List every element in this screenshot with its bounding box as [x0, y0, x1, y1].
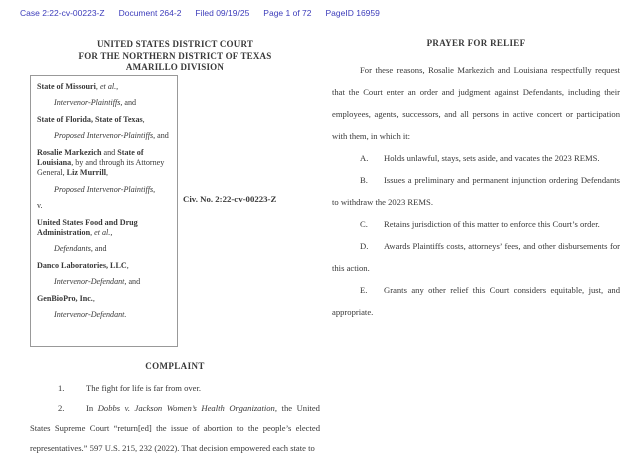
- text-segment: , and: [124, 277, 141, 287]
- text-segment: Defendants: [54, 244, 91, 254]
- text-segment: Intervenor-Defendant.: [54, 310, 127, 320]
- relief-item-text: Holds unlawful, stays, sets aside, and vacates the 2023 REMS.: [384, 153, 600, 163]
- paragraph-number: 2.: [58, 403, 65, 413]
- complaint-body: [30, 378, 320, 458]
- relief-item-letter: C.: [360, 219, 368, 229]
- complaint-paragraph: [30, 378, 320, 398]
- party-line: [54, 244, 175, 254]
- court-heading-line: UNITED STATES DISTRICT COURT: [96, 39, 254, 49]
- relief-item: [332, 279, 620, 323]
- text-segment: et al.: [94, 228, 111, 238]
- paragraph-number: 1.: [58, 383, 65, 393]
- relief-item-letter: B.: [360, 175, 368, 185]
- text-segment: Intervenor-Plaintiffs: [54, 98, 121, 108]
- text-segment: State of Florida, State of Texas: [37, 114, 143, 124]
- relief-item-text: Retains jurisdiction of this matter to enforce this Court’s order.: [384, 219, 600, 229]
- stamp-page-id: PageID 16959: [325, 8, 380, 18]
- text-segment: ,: [90, 228, 95, 238]
- stamp-filed-date: Filed 09/19/25: [195, 8, 250, 18]
- text-segment: Rosalie Markezich: [37, 147, 102, 157]
- stamp-page-number: Page 1 of 72: [263, 8, 312, 18]
- relief-item-text: Awards Plaintiffs costs, attorneys’ fees, and other disbursements for this action.: [332, 241, 620, 273]
- party-line: [37, 294, 175, 304]
- complaint-paragraph: [30, 398, 320, 458]
- text-segment: ,: [110, 228, 113, 238]
- pacer-stamp: [20, 8, 380, 18]
- text-segment: United States Food and Drug Administration: [37, 217, 138, 238]
- relief-item-letter: D.: [360, 241, 369, 251]
- relief-item-letter: E.: [360, 285, 368, 295]
- party-line: [54, 98, 175, 108]
- party-line: [37, 82, 175, 92]
- party-line: [37, 218, 175, 239]
- text-segment: Dobbs v. Jackson Women’s Health Organization: [97, 403, 275, 413]
- party-line: [37, 201, 175, 211]
- text-segment: In: [86, 403, 98, 413]
- text-segment: et al.: [99, 82, 117, 91]
- text-segment: Proposed Intervenor-Plaintiffs: [54, 184, 154, 194]
- text-segment: ,: [126, 260, 129, 270]
- party-line: [54, 310, 175, 320]
- relief-item: [332, 235, 620, 279]
- text-segment: ,: [92, 293, 95, 303]
- text-segment: ,: [116, 82, 119, 91]
- relief-item-letter: A.: [360, 153, 369, 163]
- party-line: [37, 148, 175, 179]
- relief-item: [332, 147, 620, 169]
- text-segment: , and: [90, 244, 107, 254]
- stamp-case-number: Case 2:22-cv-00223-Z: [20, 8, 105, 18]
- relief-item: [332, 169, 620, 213]
- text-segment: ,: [142, 114, 145, 124]
- relief-item-text: Grants any other relief this Court considers equitable, just, and appropriate.: [332, 285, 620, 317]
- relief-item-text: Issues a preliminary and permanent injunction ordering Defendants to withdraw the 2023 REMS.: [332, 175, 620, 207]
- party-line: [37, 261, 175, 271]
- case-caption-box: [30, 75, 178, 347]
- text-segment: v.: [37, 201, 43, 211]
- complaint-heading: COMPLAINT: [145, 361, 205, 371]
- party-line: [37, 115, 175, 125]
- text-segment: Danco Laboratories, LLC: [37, 260, 127, 270]
- text-segment: State of Louisiana: [37, 147, 144, 168]
- text-segment: Liz Murrill: [66, 168, 107, 178]
- text-segment: ,: [106, 168, 109, 178]
- party-line: [54, 277, 175, 287]
- text-segment: ,: [153, 184, 156, 194]
- text-segment: , and: [120, 98, 137, 108]
- party-line: [54, 185, 175, 195]
- relief-items: [332, 147, 620, 323]
- text-segment: The fight for life is far from over.: [86, 383, 202, 393]
- text-segment: and: [101, 147, 118, 157]
- stamp-document-number: Document 264-2: [118, 8, 182, 18]
- text-segment: , the United States Supreme Court “return[ed] the issue of abortion to the people’s elected representatives.” 597 U.S. 215, 232 (2022). That decision empowered each state to: [30, 403, 320, 453]
- text-segment: State of Missouri: [37, 82, 96, 91]
- text-segment: , and: [153, 131, 169, 141]
- court-heading-line: AMARILLO DIVISION: [125, 62, 225, 72]
- prayer-heading: PRAYER FOR RELIEF: [426, 38, 526, 48]
- text-segment: , by and through its Attorney General,: [37, 158, 165, 178]
- text-segment: Proposed Intervenor-Plaintiffs: [54, 131, 154, 141]
- text-segment: GenBioPro, Inc.: [37, 293, 93, 303]
- relief-item: [332, 213, 620, 235]
- text-segment: Intervenor-Defendant: [54, 277, 125, 287]
- civil-case-number: Civ. No. 2:22-cv-00223-Z: [183, 194, 277, 204]
- prayer-for-relief-section: [332, 37, 620, 323]
- prayer-intro-paragraph: For these reasons, Rosalie Markezich and Louisiana respectfully request that the Court enter an order and judgment against Defendants, including their employees, agents, successors, and all persons in active concert or participation with them, in which it:: [332, 65, 620, 141]
- court-heading-line: FOR THE NORTHERN DISTRICT OF TEXAS: [78, 50, 272, 61]
- party-line: [54, 131, 175, 141]
- text-segment: ,: [95, 82, 100, 91]
- court-heading: [30, 39, 320, 74]
